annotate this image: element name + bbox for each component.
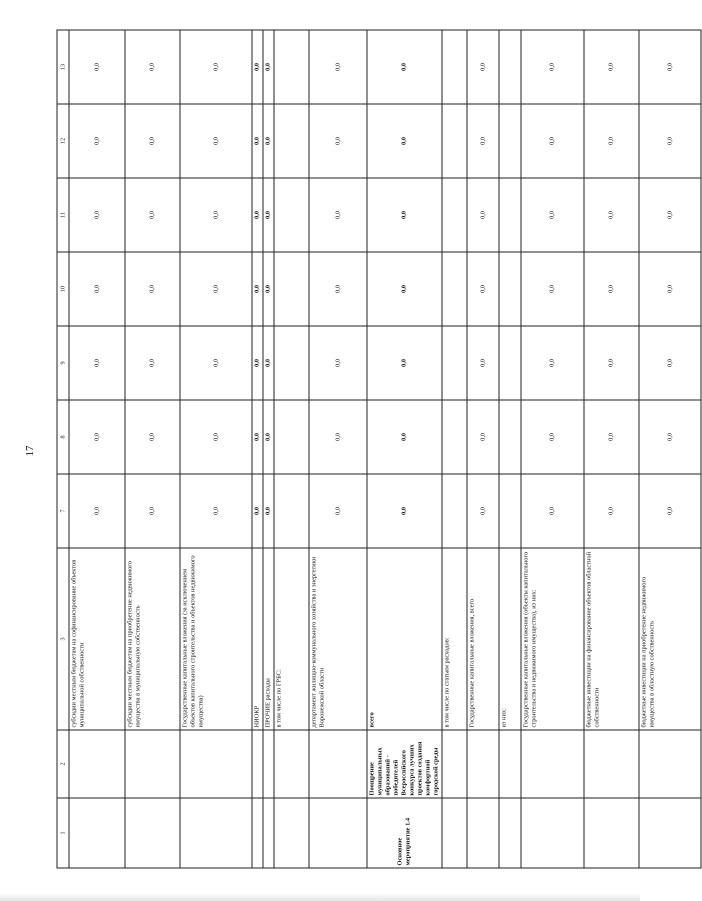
event-code-cell	[252, 798, 263, 868]
expense-label-cell: субсидии местным бюджетам на софинансирование объектов муниципальной собственности	[69, 548, 125, 730]
table-row	[263, 30, 274, 868]
value-cell: 0,0	[467, 178, 499, 252]
value-cell: 0,0	[521, 104, 584, 178]
value-cell: 0,0	[69, 326, 125, 400]
value-cell: 0,0	[521, 252, 584, 326]
value-cell: 0,0	[180, 104, 252, 178]
event-code-cell	[639, 798, 701, 868]
event-code-cell	[263, 798, 274, 868]
event-code-cell	[180, 798, 252, 868]
value-cell: 0,0	[125, 252, 180, 326]
expense-label-cell: всего	[367, 548, 442, 730]
header-cell: 9	[57, 326, 69, 400]
value-cell	[442, 474, 467, 548]
expense-label-cell: департамент жилищно-коммунального хозяйства и энергетики Воронежской области	[309, 548, 367, 730]
value-cell: 0,0	[69, 30, 125, 104]
header-cell: 13	[57, 30, 69, 104]
scan-bottom-edge	[0, 893, 640, 901]
expense-label-cell: в том числе по ГРБС:	[274, 548, 309, 730]
table-row	[274, 30, 309, 868]
value-cell: 0,0	[467, 252, 499, 326]
event-name-cell	[442, 730, 467, 798]
value-cell: 0,0	[309, 178, 367, 252]
value-cell: 0,0	[639, 252, 701, 326]
value-cell: 0,0	[125, 178, 180, 252]
value-cell: 0,0	[125, 104, 180, 178]
event-code-cell	[584, 798, 639, 868]
value-cell: 0,0	[252, 30, 263, 104]
value-cell: 0,0	[180, 400, 252, 474]
expense-label-cell: ПРОЧИЕ расходы	[263, 548, 274, 730]
value-cell: 0,0	[180, 252, 252, 326]
event-code-cell	[442, 798, 467, 868]
value-cell: 0,0	[69, 252, 125, 326]
event-name-cell	[584, 730, 639, 798]
header-cell: 12	[57, 104, 69, 178]
value-cell: 0,0	[467, 474, 499, 548]
value-cell: 0,0	[125, 400, 180, 474]
value-cell	[442, 178, 467, 252]
value-cell: 0,0	[467, 326, 499, 400]
header-cell: 7	[57, 474, 69, 548]
value-cell	[499, 104, 521, 178]
value-cell	[442, 326, 467, 400]
event-name-cell	[180, 730, 252, 798]
value-cell	[499, 474, 521, 548]
expense-label-cell: в том числе по статьям расходов:	[442, 548, 467, 730]
table-row	[252, 30, 263, 868]
value-cell: 0,0	[125, 30, 180, 104]
value-cell	[499, 326, 521, 400]
table-row	[309, 30, 367, 868]
value-cell	[274, 104, 309, 178]
value-cell	[274, 178, 309, 252]
value-cell	[442, 400, 467, 474]
value-cell: 0,0	[125, 326, 180, 400]
table-row	[442, 30, 467, 868]
header-cell: 2	[57, 730, 69, 798]
table-row	[367, 30, 442, 868]
value-cell	[274, 30, 309, 104]
event-code-cell	[69, 798, 125, 868]
value-cell: 0,0	[309, 30, 367, 104]
event-code-cell	[125, 798, 180, 868]
event-name-cell	[639, 730, 701, 798]
table-row	[125, 30, 180, 868]
value-cell: 0,0	[252, 178, 263, 252]
event-name-cell	[125, 730, 180, 798]
value-cell: 0,0	[639, 474, 701, 548]
value-cell: 0,0	[521, 474, 584, 548]
page-number: 17	[24, 445, 36, 457]
value-cell: 0,0	[639, 104, 701, 178]
table-row	[521, 30, 584, 868]
value-cell: 0,0	[639, 178, 701, 252]
event-code-cell	[499, 798, 521, 868]
value-cell: 0,0	[252, 104, 263, 178]
value-cell	[499, 252, 521, 326]
value-cell: 0,0	[263, 178, 274, 252]
rotated-table-frame	[57, 31, 673, 869]
value-cell: 0,0	[69, 474, 125, 548]
value-cell: 0,0	[252, 474, 263, 548]
event-name-cell	[69, 730, 125, 798]
value-cell	[499, 400, 521, 474]
event-code-cell	[274, 798, 309, 868]
value-cell: 0,0	[639, 326, 701, 400]
value-cell: 0,0	[309, 400, 367, 474]
table-row	[499, 30, 521, 868]
event-name-cell	[521, 730, 584, 798]
value-cell	[442, 252, 467, 326]
header-cell: 11	[57, 178, 69, 252]
table-row	[180, 30, 252, 868]
value-cell: 0,0	[367, 178, 442, 252]
value-cell: 0,0	[252, 400, 263, 474]
expense-label-cell: Государственные капитальные вложения, всего	[467, 548, 499, 730]
value-cell: 0,0	[367, 400, 442, 474]
value-cell: 0,0	[263, 474, 274, 548]
event-name-cell: Поощрение муниципальных образований - победителей Всероссийского конкурса лучших проектов создания комфортной городской среды	[367, 730, 442, 798]
header-cell: 10	[57, 252, 69, 326]
event-code-cell	[521, 798, 584, 868]
value-cell: 0,0	[263, 326, 274, 400]
event-name-cell	[263, 730, 274, 798]
event-name-cell	[467, 730, 499, 798]
event-code-cell	[309, 798, 367, 868]
value-cell: 0,0	[180, 30, 252, 104]
value-cell: 0,0	[252, 326, 263, 400]
value-cell	[274, 252, 309, 326]
value-cell: 0,0	[69, 104, 125, 178]
expense-label-cell: НИОКР	[252, 548, 263, 730]
value-cell: 0,0	[69, 178, 125, 252]
value-cell: 0,0	[584, 178, 639, 252]
value-cell: 0,0	[309, 252, 367, 326]
value-cell	[442, 104, 467, 178]
value-cell: 0,0	[367, 474, 442, 548]
value-cell: 0,0	[467, 30, 499, 104]
value-cell: 0,0	[180, 178, 252, 252]
expense-label-cell: Государственные капитальные вложения (за исключением объектов капитального строительства и объектов недвижимого имущества)	[180, 548, 252, 730]
value-cell: 0,0	[367, 104, 442, 178]
table-row	[467, 30, 499, 868]
value-cell: 0,0	[180, 474, 252, 548]
value-cell: 0,0	[521, 30, 584, 104]
value-cell	[274, 400, 309, 474]
value-cell	[499, 30, 521, 104]
value-cell: 0,0	[309, 474, 367, 548]
value-cell	[442, 30, 467, 104]
value-cell: 0,0	[521, 326, 584, 400]
value-cell: 0,0	[584, 400, 639, 474]
header-row	[57, 30, 69, 868]
event-name-cell	[499, 730, 521, 798]
value-cell: 0,0	[584, 252, 639, 326]
value-cell	[274, 326, 309, 400]
value-cell	[499, 178, 521, 252]
value-cell: 0,0	[309, 326, 367, 400]
value-cell: 0,0	[584, 30, 639, 104]
value-cell: 0,0	[367, 326, 442, 400]
value-cell: 0,0	[367, 252, 442, 326]
value-cell: 0,0	[180, 326, 252, 400]
expense-label-cell: из них:	[499, 548, 521, 730]
header-cell: 3	[57, 548, 69, 730]
value-cell: 0,0	[309, 104, 367, 178]
value-cell: 0,0	[584, 104, 639, 178]
value-cell: 0,0	[521, 178, 584, 252]
expense-label-cell: Государственные капитальные вложения (объекты капитального строительства и недвижимого имущества), из них:	[521, 548, 584, 730]
table-row	[69, 30, 125, 868]
value-cell: 0,0	[263, 30, 274, 104]
table-row	[639, 30, 701, 868]
event-name-cell	[252, 730, 263, 798]
value-cell: 0,0	[263, 252, 274, 326]
budget-table	[57, 30, 702, 869]
value-cell: 0,0	[639, 400, 701, 474]
event-name-cell	[274, 730, 309, 798]
expense-label-cell: бюджетные инвестиции на финансирование объектов областной собственности	[584, 548, 639, 730]
value-cell: 0,0	[125, 474, 180, 548]
value-cell: 0,0	[584, 474, 639, 548]
value-cell: 0,0	[263, 400, 274, 474]
value-cell: 0,0	[467, 104, 499, 178]
header-cell: 1	[57, 798, 69, 868]
table-row	[584, 30, 639, 868]
value-cell: 0,0	[263, 104, 274, 178]
header-cell: 8	[57, 400, 69, 474]
event-code-cell: Основное мероприятие 1.4	[367, 798, 442, 868]
value-cell: 0,0	[584, 326, 639, 400]
value-cell	[274, 474, 309, 548]
event-name-cell	[309, 730, 367, 798]
value-cell: 0,0	[69, 400, 125, 474]
value-cell: 0,0	[367, 30, 442, 104]
value-cell: 0,0	[639, 30, 701, 104]
value-cell: 0,0	[252, 252, 263, 326]
value-cell: 0,0	[521, 400, 584, 474]
event-code-cell	[467, 798, 499, 868]
expense-label-cell: бюджетные инвестиции на приобретение недвижимого имущества в областную собственность	[639, 548, 701, 730]
expense-label-cell: субсидии местным бюджетам на приобретение недвижимого имущества в муниципальную собственность	[125, 548, 180, 730]
value-cell: 0,0	[467, 400, 499, 474]
